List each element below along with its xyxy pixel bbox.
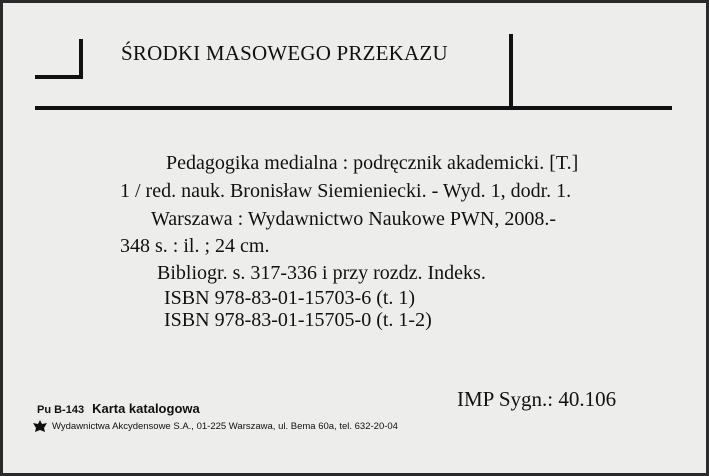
publisher-text: Wydawnictwa Akcydensowe S.A., 01-225 Warszawa, ul. Bema 60a, tel. 632-20-04 [52, 420, 398, 432]
form-title: Karta katalogowa [92, 401, 200, 416]
title-line-2: 1 / red. nauk. Bronisław Siemieniecki. - Wyd. 1, dodr. 1. [120, 180, 572, 202]
notes-line: Bibliogr. s. 317-336 i przy rozdz. Indeks. [157, 262, 486, 284]
imprint-line-2: 348 s. : il. ; 24 cm. [120, 235, 270, 257]
form-code: Pu B-143 [37, 404, 85, 416]
form-label [37, 401, 200, 416]
imprint-line-1: Warszawa : Wydawnictwo Naukowe PWN, 2008.- [151, 208, 557, 230]
publisher-line [33, 420, 398, 432]
isbn-line-2: ISBN 978-83-01-15705-0 (t. 1-2) [164, 309, 432, 331]
call-number: IMP Sygn.: 40.106 [457, 387, 617, 411]
title-line-1: Pedagogika medialna : podręcznik akademicki. [T.] [166, 152, 579, 174]
isbn-line-1: ISBN 978-83-01-15703-6 (t. 1) [164, 287, 416, 309]
publisher-logo-icon [33, 420, 47, 432]
subject-heading: ŚRODKI MASOWEGO PRZEKAZU [121, 41, 448, 65]
catalog-card [3, 3, 706, 473]
card-corner-bracket [35, 39, 83, 79]
horizontal-rule [35, 106, 672, 110]
vertical-rule [509, 34, 513, 110]
